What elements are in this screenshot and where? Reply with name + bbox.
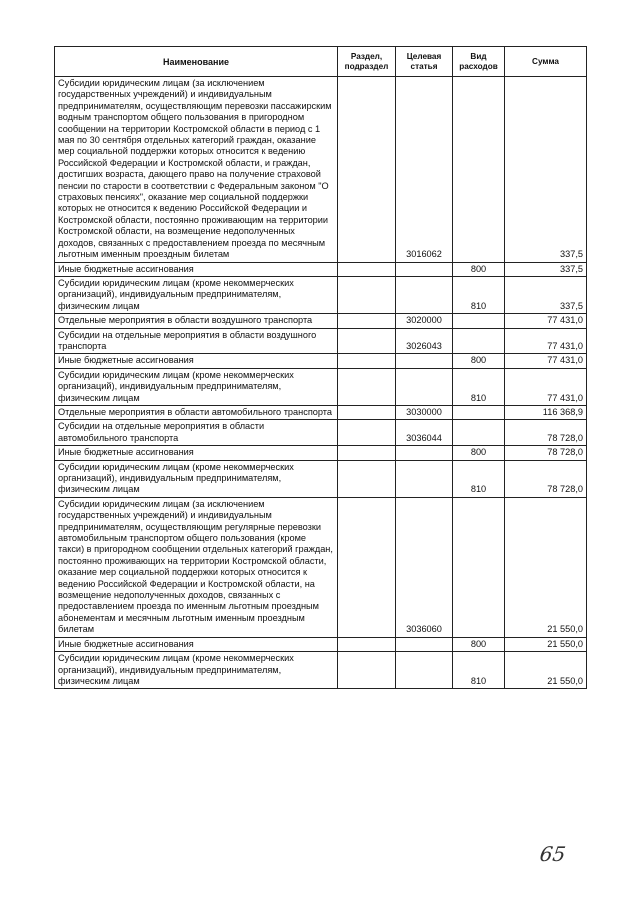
cell-sum: 337,5 bbox=[505, 276, 587, 313]
cell-kind bbox=[453, 497, 505, 637]
table-row bbox=[55, 354, 587, 368]
cell-target: 3020000 bbox=[396, 314, 453, 328]
cell-kind bbox=[453, 420, 505, 446]
table-row bbox=[55, 637, 587, 651]
cell-target: 3016062 bbox=[396, 77, 453, 263]
cell-kind: 810 bbox=[453, 276, 505, 313]
cell-kind: 810 bbox=[453, 460, 505, 497]
cell-sum: 77 431,0 bbox=[505, 328, 587, 354]
cell-sum: 77 431,0 bbox=[505, 314, 587, 328]
cell-target bbox=[396, 652, 453, 689]
cell-name: Иные бюджетные ассигнования bbox=[55, 354, 338, 368]
cell-kind: 810 bbox=[453, 368, 505, 405]
cell-name: Субсидии на отдельные мероприятия в области воздушного транспорта bbox=[55, 328, 338, 354]
cell-sum: 78 728,0 bbox=[505, 420, 587, 446]
header-target: Целевая статья bbox=[396, 47, 453, 77]
table-body bbox=[55, 77, 587, 689]
cell-section bbox=[338, 262, 396, 276]
header-name: Наименование bbox=[55, 47, 338, 77]
cell-name: Иные бюджетные ассигнования bbox=[55, 637, 338, 651]
header-section: Раздел, подраздел bbox=[338, 47, 396, 77]
table-row bbox=[55, 420, 587, 446]
cell-kind: 810 bbox=[453, 652, 505, 689]
cell-kind: 800 bbox=[453, 637, 505, 651]
cell-target bbox=[396, 637, 453, 651]
cell-kind: 800 bbox=[453, 262, 505, 276]
budget-table bbox=[54, 46, 587, 689]
cell-target: 3036060 bbox=[396, 497, 453, 637]
table-row bbox=[55, 328, 587, 354]
cell-sum: 21 550,0 bbox=[505, 637, 587, 651]
cell-name: Субсидии юридическим лицам (кроме некоммерческих организаций), индивидуальным предпринимателям, физическим лицам bbox=[55, 460, 338, 497]
cell-sum: 77 431,0 bbox=[505, 354, 587, 368]
cell-sum: 337,5 bbox=[505, 262, 587, 276]
cell-target bbox=[396, 446, 453, 460]
cell-kind bbox=[453, 77, 505, 263]
table-row bbox=[55, 262, 587, 276]
cell-sum: 21 550,0 bbox=[505, 497, 587, 637]
cell-section bbox=[338, 637, 396, 651]
cell-section bbox=[338, 368, 396, 405]
cell-sum: 337,5 bbox=[505, 77, 587, 263]
cell-target bbox=[396, 460, 453, 497]
table-row bbox=[55, 446, 587, 460]
cell-section bbox=[338, 652, 396, 689]
cell-section bbox=[338, 460, 396, 497]
cell-sum: 21 550,0 bbox=[505, 652, 587, 689]
cell-section bbox=[338, 276, 396, 313]
table-row bbox=[55, 497, 587, 637]
cell-kind: 800 bbox=[453, 354, 505, 368]
cell-section bbox=[338, 328, 396, 354]
cell-section bbox=[338, 420, 396, 446]
cell-target bbox=[396, 262, 453, 276]
cell-section bbox=[338, 354, 396, 368]
cell-kind bbox=[453, 314, 505, 328]
cell-target: 3030000 bbox=[396, 405, 453, 419]
table-row bbox=[55, 276, 587, 313]
cell-target bbox=[396, 354, 453, 368]
cell-name: Субсидии юридическим лицам (за исключением государственных учреждений) и индивидуальным предпринимателям, осуществляющим регулярные перевозки автомобильным транспортом общего пользования (кроме такси) в пригородном сообщении отдельных категорий граждан, постоянно проживающих на территории Костромской области, оказание мер социальной поддержки которых относится к ведению Российской Федерации и Костромской области, на возмещение недополученных доходов, связанных с предоставлением проезда по именным льготным проездным абонементам и месячным льготным именным проездным билетам bbox=[55, 497, 338, 637]
cell-section bbox=[338, 497, 396, 637]
cell-name: Иные бюджетные ассигнования bbox=[55, 262, 338, 276]
cell-name: Субсидии на отдельные мероприятия в области автомобильного транспорта bbox=[55, 420, 338, 446]
cell-target: 3026043 bbox=[396, 328, 453, 354]
cell-name: Отдельные мероприятия в области автомобильного транспорта bbox=[55, 405, 338, 419]
cell-sum: 78 728,0 bbox=[505, 460, 587, 497]
cell-sum: 116 368,9 bbox=[505, 405, 587, 419]
cell-section bbox=[338, 446, 396, 460]
cell-kind bbox=[453, 328, 505, 354]
cell-kind bbox=[453, 405, 505, 419]
page-number: 65 bbox=[538, 842, 568, 866]
cell-target bbox=[396, 276, 453, 313]
table-row bbox=[55, 77, 587, 263]
table-row bbox=[55, 460, 587, 497]
table-row bbox=[55, 314, 587, 328]
table-row bbox=[55, 405, 587, 419]
cell-name: Отдельные мероприятия в области воздушного транспорта bbox=[55, 314, 338, 328]
table-header-row bbox=[55, 47, 587, 77]
cell-name: Субсидии юридическим лицам (за исключением государственных учреждений) и индивидуальным предпринимателям, осуществляющим перевозки пассажирским водным транспортом общего пользования в пригородном сообщении на территории Костромской области в период с 1 мая по 30 сентября отдельных категорий граждан, оказание мер социальной поддержки которых относится к ведению Российской Федерации и Костромской области, и граждан, достигших возраста, дающего право на получение страховой пенсии по старости в соответствии с Федеральным законом "О страховых пенсиях", оказание мер социальной поддержки которых не относится к ведению Российской Федерации и Костромской области, постоянно проживающим на территории Костромской области, на возмещение недополученных доходов, связанных с предоставлением проезда по месячным льготным именным проездным билетам bbox=[55, 77, 338, 263]
cell-name: Субсидии юридическим лицам (кроме некоммерческих организаций), индивидуальным предпринимателям, физическим лицам bbox=[55, 276, 338, 313]
cell-kind: 800 bbox=[453, 446, 505, 460]
header-sum: Сумма bbox=[505, 47, 587, 77]
cell-name: Иные бюджетные ассигнования bbox=[55, 446, 338, 460]
cell-sum: 77 431,0 bbox=[505, 368, 587, 405]
cell-target bbox=[396, 368, 453, 405]
cell-section bbox=[338, 77, 396, 263]
cell-sum: 78 728,0 bbox=[505, 446, 587, 460]
cell-name: Субсидии юридическим лицам (кроме некоммерческих организаций), индивидуальным предпринимателям, физическим лицам bbox=[55, 652, 338, 689]
cell-target: 3036044 bbox=[396, 420, 453, 446]
table-row bbox=[55, 368, 587, 405]
cell-section bbox=[338, 314, 396, 328]
table-row bbox=[55, 652, 587, 689]
cell-section bbox=[338, 405, 396, 419]
header-kind: Вид расходов bbox=[453, 47, 505, 77]
cell-name: Субсидии юридическим лицам (кроме некоммерческих организаций), индивидуальным предпринимателям, физическим лицам bbox=[55, 368, 338, 405]
